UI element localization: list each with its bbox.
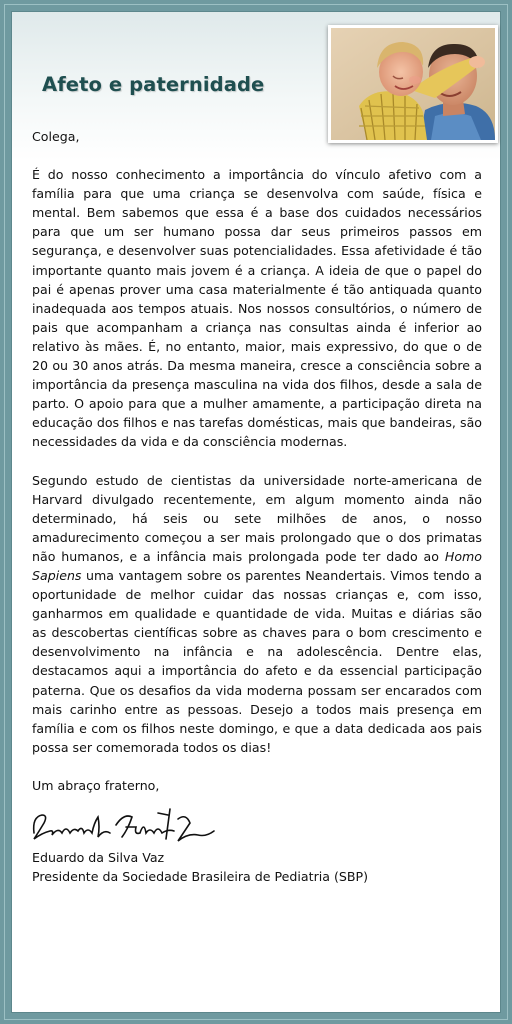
paragraph-2-part-2: uma vantagem sobre os parentes Neandertais. Vimos tendo a oportunidade de melhor cuidar das nossas crianças e, com isso, ganharmos em qualidade e quantidade de vida. Muitas e diárias são as descobertas científicas sobre as chaves para o bom crescimento e desenvolvimento na infância e na adolescência. Dentre elas, destacamos aqui a importância do afeto e da essencial participação paterna. Que os desafios da vida moderna possam ser encarados com mais carinho entre as pessoas. Desejo a todos mais presença em família e com os filhos neste domingo, e que a data dedicada aos pais possa ser comemorada todos os dias!	[32, 567, 482, 755]
father-child-photo	[328, 25, 498, 143]
paragraph-2-italic: Homo Sapiens	[32, 548, 482, 583]
letter-panel	[11, 11, 501, 1013]
page-title: Afeto e paternidade	[42, 73, 265, 96]
paragraph-2-part-1: Segundo estudo de cientistas da universidade norte-americana de Harvard divulgado recentemente, em algum momento ainda não determinado, há seis ou sete milhões de anos, o nosso amadurecimento começou a ser mais prolongado que o dos primatas não humanos, e a infância mais prolongada pode ter dado ao	[32, 472, 482, 564]
closing: Um abraço fraterno,	[32, 777, 160, 793]
letter-body	[32, 127, 482, 886]
paragraph-1: É do nosso conhecimento a importância do vínculo afetivo com a família para que uma criança se desenvolva com saúde, física e mental. Bem sabemos que essa é a base dos cuidados necessários para que um ser humano possa dar seus primeiros passos em segurança, e desenvolver suas potencialidades. Essa afetividade é tão importante quanto mais jovem é a criança. A ideia de que o papel do pai é apenas prover uma casa materialmente é tão antiquada quanto inadequada aos tempos atuais. Nos nossos consultórios, o número de pais que acompanham a criança nas consultas ainda é inferior ao relativo às mães. É, no entanto, maior, mais expressivo, do que o de 20 ou 30 anos atrás. Da mesma maneira, cresce a consciência sobre a importância da presença masculina na vida dos filhos, desde a sala de parto. O apoio para que a mulher amamente, a participação direta na educação dos filhos e nas tarefas domésticas, mais que bandeiras, são necessidades da vida e da consciência modernas.	[32, 167, 482, 450]
signer-name: Eduardo da Silva Vaz	[32, 850, 165, 865]
paragraph-2	[32, 471, 482, 757]
signer-title: Presidente da Sociedade Brasileira de Pediatria (SBP)	[32, 869, 369, 885]
signature-icon	[28, 803, 228, 847]
father-child-hug-photo-icon	[331, 28, 495, 140]
greeting: Colega,	[32, 129, 80, 144]
